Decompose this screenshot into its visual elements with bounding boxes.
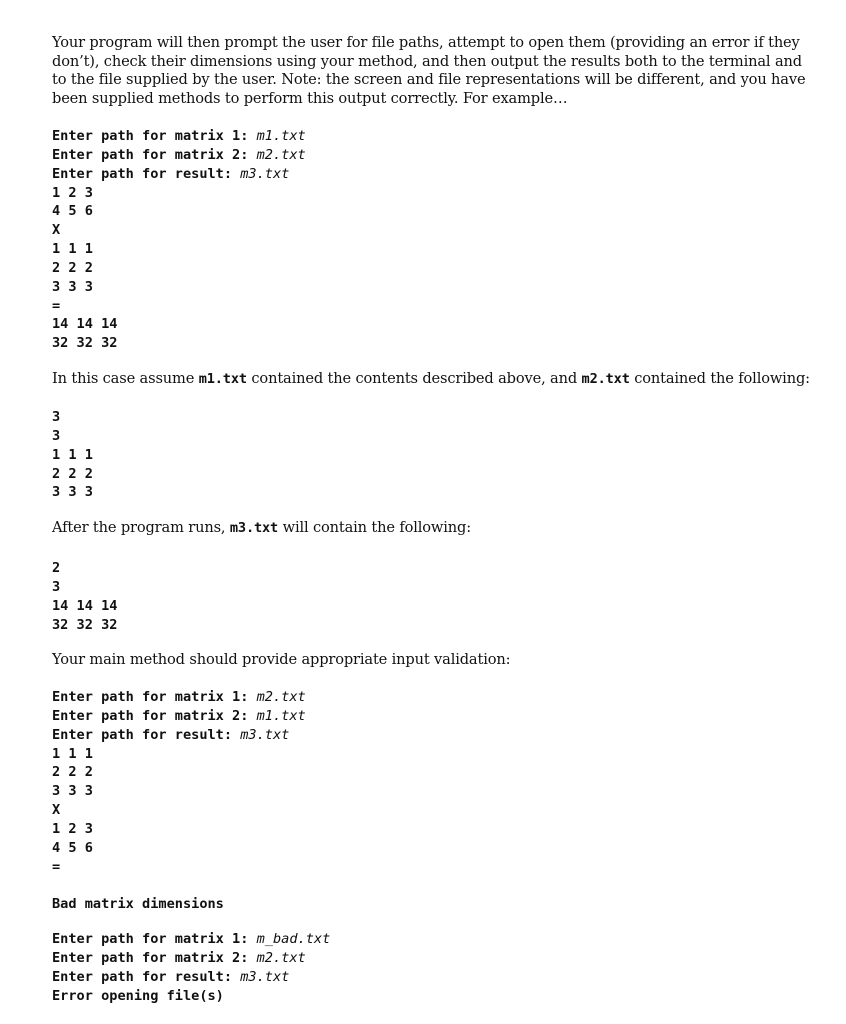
output-line: 1 1 1: [52, 745, 93, 762]
prompt-line: Enter path for result: m3.txt: [52, 726, 290, 743]
file-line: 3: [52, 409, 61, 425]
file-line: 3: [52, 578, 61, 595]
file-line: 2: [52, 560, 61, 576]
prompt-line: Enter path for result: m3.txt: [52, 165, 290, 182]
output-line: 32 32 32: [52, 335, 118, 352]
prompt-line: Enter path for matrix 1: m_bad.txt: [52, 931, 331, 947]
filename: m3.txt: [229, 520, 279, 536]
validation-paragraph: Your main method should provide appropriate input validation:: [52, 651, 511, 668]
prompt-line: Enter path for matrix 1: m1.txt: [52, 128, 306, 144]
output-line: 1 2 3: [52, 820, 93, 837]
output-line: 4 5 6: [52, 203, 93, 220]
output-line: 14 14 14: [52, 316, 118, 333]
prompt-line: Enter path for matrix 2: m2.txt: [52, 949, 306, 966]
prompt-line: Enter path for matrix 2: m2.txt: [52, 146, 306, 163]
output-line: 3 3 3: [52, 278, 93, 295]
file-line: 3 3 3: [52, 484, 93, 501]
output-line: 2 2 2: [52, 259, 93, 276]
intro-paragraph: Your program will then prompt the user for file paths, attempt to open them (providing an error if they don’t), check their dimensions using your method, and then output the results both to the terminal and to the file supplied by the user. Note: the screen and file representations will be different, and you have been supplied methods to perform this output correctly. For example…: [52, 34, 806, 107]
terminal-example-bad-file: [52, 930, 330, 1005]
file-contents-m3: [52, 559, 117, 634]
terminal-example-valid: [52, 127, 306, 353]
output-line: 1 2 3: [52, 184, 93, 201]
after-paragraph: After the program runs, m3.txt will contain the following:: [52, 519, 471, 536]
output-line: 3 3 3: [52, 783, 93, 800]
file-line: 14 14 14: [52, 597, 118, 614]
filename: m1.txt: [198, 371, 247, 387]
error-message: Error opening file(s): [52, 987, 224, 1004]
file-line: 1 1 1: [52, 446, 93, 463]
file-line: 32 32 32: [52, 616, 118, 633]
prompt-line: Enter path for matrix 1: m2.txt: [52, 689, 306, 705]
file-line: 3: [52, 427, 61, 444]
output-line: 4 5 6: [52, 839, 93, 856]
terminal-example-bad-dimensions: [52, 688, 306, 914]
file-line: 2 2 2: [52, 465, 93, 482]
output-line: 2 2 2: [52, 764, 93, 781]
output-line: =: [52, 297, 61, 314]
filename: m2.txt: [581, 371, 630, 387]
output-line: =: [52, 858, 61, 875]
prompt-line: Enter path for result: m3.txt: [52, 968, 290, 985]
prompt-line: Enter path for matrix 2: m1.txt: [52, 707, 306, 724]
output-line: X: [52, 222, 61, 239]
assume-paragraph: In this case assume m1.txt contained the contents described above, and m2.txt contained the following:: [52, 370, 810, 387]
error-message: Bad matrix dimensions: [52, 896, 224, 913]
file-contents-m2: [52, 408, 93, 502]
output-line: [52, 876, 306, 895]
output-line: X: [52, 802, 61, 819]
output-line: 1 1 1: [52, 241, 93, 258]
